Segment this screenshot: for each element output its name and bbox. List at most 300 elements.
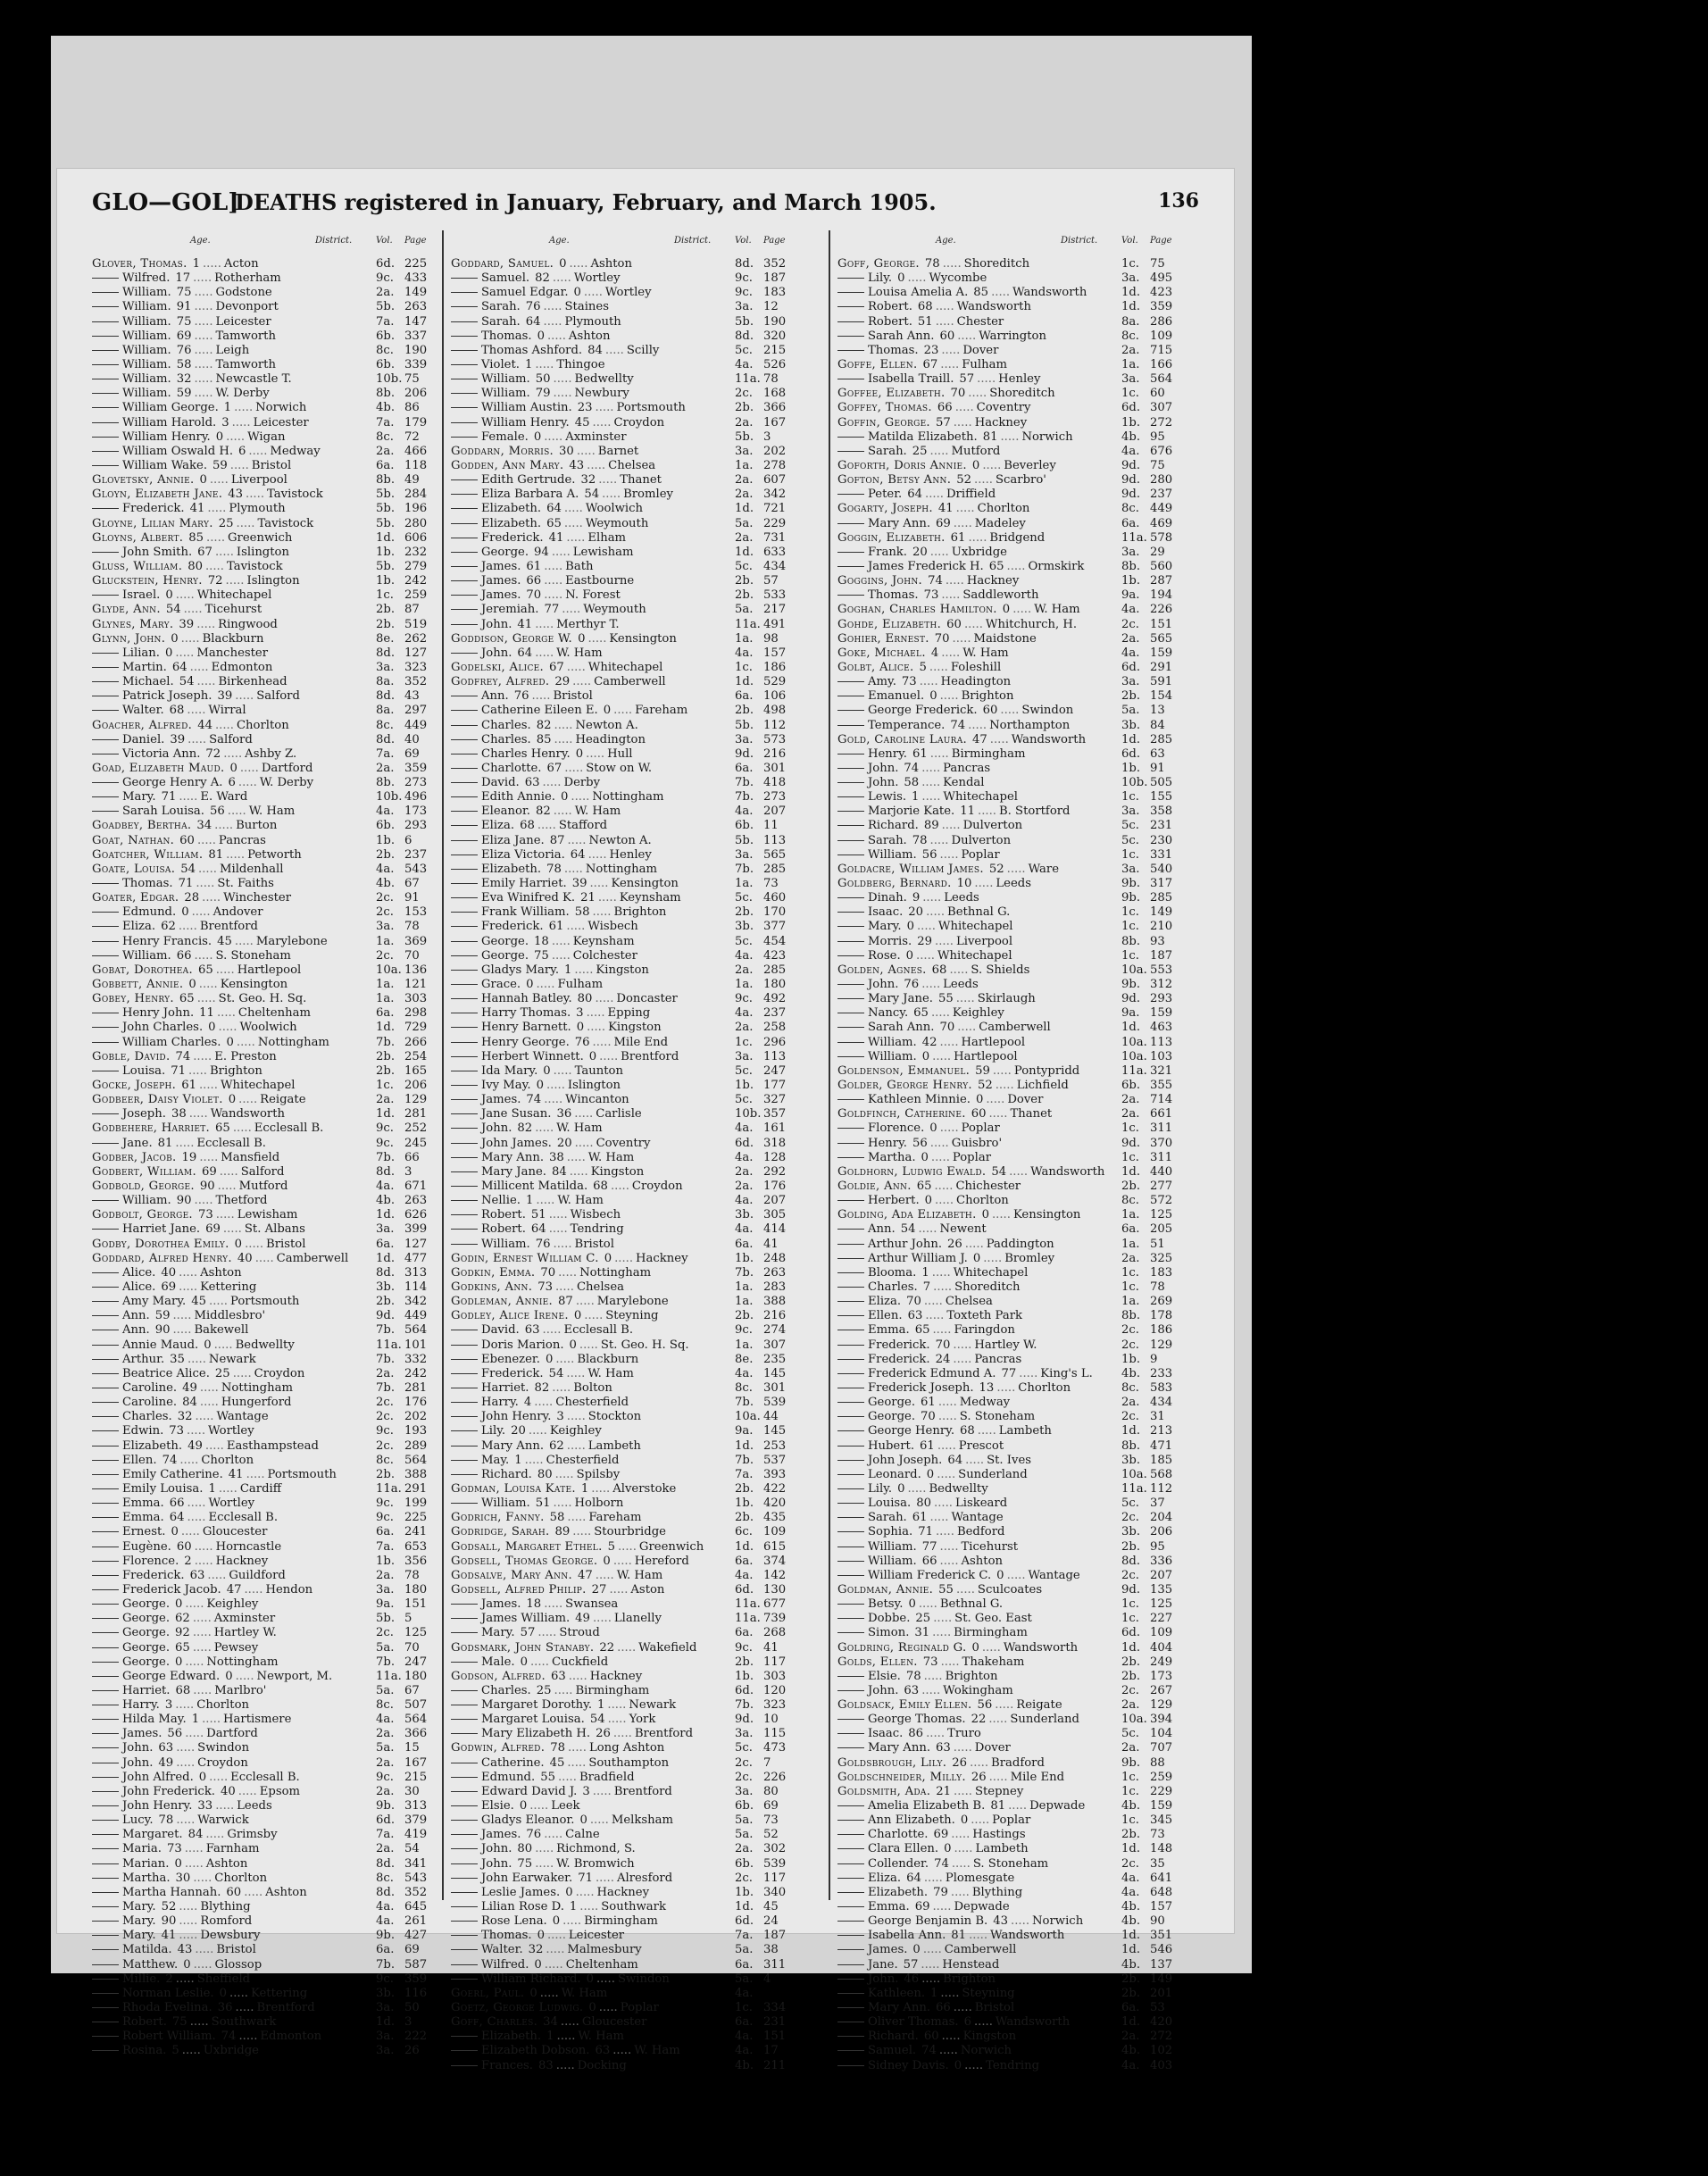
entry-district: Wokingham (943, 1683, 1013, 1697)
entry-district: N. Forest (565, 588, 621, 603)
register-entry (451, 1799, 795, 1813)
entry-age: 57 (935, 415, 951, 429)
entry-district: Kingston (962, 2030, 1017, 2044)
entry-district: King's L. (1040, 1366, 1093, 1380)
entry-age: 41 (228, 1467, 244, 1481)
entry-district: Wandsworth (210, 1107, 285, 1121)
entry-name: Elizabeth. 1 ..... W. Ham (451, 2030, 624, 2044)
entry-age: 80 (517, 1842, 533, 1856)
entry-volume: 8c. (735, 1380, 753, 1395)
entry-name: Goffe, Ellen. 67 ..... Fulham (837, 357, 1007, 371)
entry-age: 54 (548, 1366, 564, 1380)
entry-page: 262 (404, 631, 428, 646)
entry-volume: 1b. (1121, 415, 1141, 429)
entry-volume: 8d. (376, 732, 396, 746)
entry-volume: 7b. (376, 1150, 396, 1164)
vol-heading: Vol. (735, 236, 752, 246)
entry-age: 1 (191, 1713, 200, 1727)
entry-district: Ashby Z. (245, 746, 297, 761)
entry-district: Medway (959, 1396, 1011, 1410)
entry-name: George. 62 ..... Axminster (92, 1612, 275, 1626)
register-entry (837, 1137, 1181, 1151)
entry-page: 420 (763, 1497, 787, 1511)
entry-page: 253 (763, 1438, 787, 1453)
register-entry (92, 459, 436, 473)
entry-district: Staines (564, 300, 609, 314)
register-entry (837, 430, 1181, 445)
entry-volume: 2b. (376, 1063, 396, 1078)
entry-page: 170 (763, 905, 787, 920)
entry-page: 268 (763, 1626, 787, 1640)
entry-page: 543 (404, 1871, 428, 1885)
entry-age: 33 (197, 1799, 213, 1813)
entry-district: Tamworth (215, 357, 276, 371)
entry-age: 5 (919, 660, 927, 674)
entry-district: Aston (630, 1582, 665, 1597)
entry-district: Godstone (215, 286, 272, 300)
entry-page: 91 (1150, 761, 1165, 775)
entry-page: 176 (763, 1180, 787, 1193)
entry-district: Whitechapel (196, 588, 272, 603)
entry-age: 57 (903, 1957, 919, 1972)
entry-district: Manchester (196, 646, 269, 660)
register-entry (837, 1180, 1181, 1194)
entry-volume: 2a. (735, 473, 754, 488)
entry-district: Wortley (604, 286, 652, 300)
entry-age: 0 (199, 473, 207, 488)
entry-district: Driffield (946, 488, 996, 502)
register-entry (92, 1713, 436, 1727)
entry-district: Sunderland (1010, 1713, 1079, 1727)
entry-volume: 3a. (735, 847, 754, 862)
entry-volume: 7a. (376, 1539, 395, 1554)
register-entry (451, 1943, 795, 1957)
entry-age: 51 (530, 1208, 546, 1222)
entry-name: Robert. 64 ..... Tendring (451, 1222, 624, 1237)
page-header (92, 184, 1199, 220)
entry-page: 157 (1150, 1900, 1173, 1914)
entry-district: Plymouth (564, 314, 621, 329)
entry-district: Poplar (961, 847, 1000, 862)
entry-page: 591 (1150, 675, 1173, 689)
register-entry (92, 1107, 436, 1121)
register-entry (451, 430, 795, 445)
entry-page: 75 (1150, 257, 1165, 271)
entry-age: 65 (913, 1006, 929, 1021)
entry-age: 0 (588, 2001, 596, 2015)
entry-name: James. 18 ..... Swansea (451, 1597, 618, 1612)
entry-name: Edmund. 0 ..... Andover (92, 905, 263, 920)
entry-name: William. 59 ..... W. Derby (92, 387, 270, 401)
entry-page: 358 (1150, 805, 1173, 819)
register-entry (837, 445, 1181, 459)
register-entry (92, 1036, 436, 1050)
entry-district: Chesterfield (546, 1453, 620, 1467)
entry-page: 157 (763, 646, 787, 660)
entry-name: George Frederick. 60 ..... Swindon (837, 704, 1073, 718)
entry-name: Sarah Ann. 70 ..... Camberwell (837, 1021, 1051, 1035)
register-entry (451, 1121, 795, 1136)
entry-page: 237 (404, 847, 428, 862)
entry-age: 74 (950, 718, 966, 732)
entry-volume: 4b. (1121, 1957, 1141, 1972)
entry-age: 69 (933, 1828, 949, 1842)
entry-age: 78 (550, 1741, 565, 1755)
register-entry (837, 473, 1181, 488)
entry-volume: 7b. (376, 1323, 396, 1338)
entry-age: 70 (934, 631, 950, 646)
entry-age: 76 (535, 1237, 551, 1251)
entry-volume: 2a. (1121, 1741, 1140, 1755)
entry-district: Ashton (265, 1885, 307, 1899)
register-entry (837, 1972, 1181, 1987)
entry-district: Islington (236, 545, 289, 559)
entry-page: 235 (763, 1352, 787, 1366)
entry-district: Uxbridge (951, 545, 1007, 559)
entry-volume: 1d. (1121, 2015, 1141, 2030)
entry-age: 0 (971, 458, 980, 472)
entry-page: 303 (404, 992, 428, 1006)
vol-heading: Vol. (376, 236, 393, 246)
entry-age: 0 (921, 1049, 930, 1063)
register-entry (837, 271, 1181, 286)
entry-district: Mile End (1010, 1770, 1065, 1784)
entry-name: Elizabeth. 79 ..... Blything (837, 1886, 1022, 1900)
index-range: GLO—GOL] (92, 189, 239, 216)
entry-page: 318 (763, 1136, 787, 1150)
register-entry (451, 1785, 795, 1799)
entry-page: 366 (404, 1727, 428, 1741)
entry-page: 149 (404, 286, 428, 300)
entry-page: 73 (1150, 1828, 1165, 1842)
entry-name: George. 70 ..... S. Stoneham (837, 1410, 1035, 1424)
entry-volume: 1c. (1121, 920, 1139, 934)
entry-district: Wandsworth (1030, 1164, 1105, 1179)
entry-age: 64 (906, 1871, 921, 1885)
entry-district: Hackney (596, 1885, 650, 1899)
register-entry (92, 1121, 436, 1136)
entry-district: Kensington (1012, 1208, 1081, 1222)
entry-age: 56 (167, 1727, 183, 1741)
entry-name: May. 1 ..... Chesterfield (451, 1454, 619, 1468)
entry-district: Cardiff (239, 1481, 282, 1496)
register-entry (837, 1381, 1181, 1396)
entry-page: 129 (1150, 1338, 1173, 1352)
entry-page: 388 (763, 1295, 787, 1309)
entry-age: 81 (982, 429, 998, 444)
entry-volume: 4a. (376, 862, 395, 876)
entry-name: Henry. 56 ..... Guisbro' (837, 1137, 1002, 1151)
entry-district: Islington (567, 1079, 621, 1093)
entry-volume: 1b. (735, 1885, 754, 1899)
register-entry (92, 1222, 436, 1237)
register-entry (92, 1943, 436, 1957)
entry-name: William. 51 ..... Holborn (451, 1497, 623, 1511)
register-entry (837, 1914, 1181, 1929)
entry-name: Thomas. 0 ..... Leicester (451, 1929, 624, 1943)
entry-district: Hereford (634, 1554, 689, 1568)
entry-district: Kensington (611, 877, 679, 891)
register-entry (837, 1813, 1181, 1828)
entry-age: 45 (217, 934, 232, 948)
entry-age: 65 (916, 1180, 932, 1193)
register-entry (92, 372, 436, 387)
entry-name: Richard. 80 ..... Spilsby (451, 1468, 620, 1482)
entry-district: Cheltenham (565, 1957, 638, 1972)
entry-district: Wortley (208, 1497, 255, 1511)
entry-volume: 2b. (376, 847, 396, 862)
register-entry (837, 1093, 1181, 1107)
entry-age: 65 (914, 1323, 930, 1338)
entry-age: 24 (935, 1352, 951, 1366)
entry-volume: 6d. (735, 1683, 754, 1697)
entry-name: Godfrey, Alfred. 29 ..... Camberwell (451, 675, 666, 689)
entry-name: Richard. 60 ..... Kingston (837, 2030, 1016, 2044)
entry-district: Nottingham (221, 1380, 293, 1395)
entry-volume: 3a. (735, 1049, 754, 1063)
entry-name: George Thomas. 22 ..... Sunderland (837, 1713, 1079, 1727)
entry-age: 65 (546, 516, 562, 530)
entry-name: Rose. 0 ..... Whitechapel (837, 949, 1012, 963)
register-entry (837, 603, 1181, 617)
entry-district: Steyning (605, 1309, 659, 1323)
entry-volume: 2b. (376, 603, 396, 617)
entry-name: Ann. 59 ..... Middlesbro' (92, 1309, 265, 1323)
entry-age: 0 (559, 257, 567, 271)
entry-district: Bradfield (579, 1770, 635, 1784)
register-entry (92, 286, 436, 300)
entry-name: Thomas. 0 ..... Ashton (451, 329, 610, 344)
entry-age: 91 (176, 300, 192, 314)
entry-district: Skirlaugh (977, 992, 1036, 1006)
entry-page: 641 (1150, 1871, 1173, 1885)
entry-volume: 1c. (1121, 847, 1139, 862)
entry-volume: 2a. (735, 1164, 754, 1179)
entry-volume: 1a. (376, 934, 395, 948)
entry-district: Hackney (589, 1669, 643, 1683)
entry-district: Portsmouth (616, 401, 686, 415)
entry-age: 0 (604, 1251, 612, 1265)
register-entry (92, 1280, 436, 1295)
entry-page: 578 (1150, 530, 1173, 545)
entry-name: Charles. 7 ..... Shoreditch (837, 1280, 1021, 1295)
entry-page: 311 (1150, 1150, 1173, 1164)
entry-page: 715 (1150, 343, 1173, 357)
entry-name: Goldberg, Bernard. 10 ..... Leeds (837, 877, 1031, 891)
entry-volume: 1d. (376, 1107, 396, 1121)
register-entry (451, 905, 795, 920)
entry-district: Alverstoke (612, 1481, 677, 1496)
entry-name: Hubert. 61 ..... Prescot (837, 1439, 1004, 1454)
entry-volume: 1a. (1121, 1237, 1140, 1251)
entry-age: 69 (176, 329, 192, 343)
entry-volume: 2c. (376, 1626, 394, 1640)
entry-name: Leonard. 0 ..... Sunderland (837, 1468, 1028, 1482)
register-entry (451, 978, 795, 992)
entry-age: 58 (574, 905, 590, 920)
register-entry (92, 445, 436, 459)
entry-district: Lambeth (975, 1842, 1029, 1856)
entry-district: Depwade (1029, 1799, 1086, 1813)
register-entry (837, 675, 1181, 689)
entry-page: 53 (1150, 2001, 1165, 2015)
page-heading: Page (763, 236, 786, 246)
register-entry (837, 920, 1181, 934)
entry-volume: 6a. (735, 2015, 754, 2030)
entry-name: Goldfinch, Catherine. 60 ..... Thanet (837, 1107, 1053, 1121)
entry-name: Sarah. 25 ..... Mutford (837, 445, 1000, 459)
entry-name: Godman, Louisa Kate. 1 ..... Alverstoke (451, 1481, 677, 1496)
entry-page: 280 (1150, 473, 1173, 488)
entry-district: Rotherham (214, 271, 281, 286)
entry-page: 273 (404, 776, 428, 790)
entry-page: 206 (404, 387, 428, 401)
entry-page: 420 (1150, 2015, 1173, 2030)
register-entry (451, 1929, 795, 1943)
entry-district: York (629, 1713, 656, 1727)
entry-volume: 7a. (376, 1828, 395, 1842)
register-entry (92, 1842, 436, 1856)
entry-name: Goble, David. 74 ..... E. Preston (92, 1049, 277, 1063)
entry-age: 81 (208, 847, 224, 862)
entry-page: 50 (404, 2001, 420, 2015)
entry-age: 0 (534, 1957, 542, 1972)
entry-name: Violet. 1 ..... Thingoe (451, 358, 605, 372)
entry-age: 49 (182, 1380, 197, 1395)
entry-name: James. 66 ..... Eastbourne (451, 574, 634, 588)
register-entry (451, 1309, 795, 1323)
entry-district: Chorlton (236, 718, 289, 732)
entry-volume: 7b. (735, 862, 754, 876)
entry-name: James. 70 ..... N. Forest (451, 588, 621, 603)
register-entry (92, 920, 436, 934)
entry-name: Goddison, George W. 0 ..... Kensington (451, 631, 677, 646)
entry-age: 64 (546, 502, 562, 516)
entry-volume: 2c. (376, 948, 394, 963)
entry-page: 285 (763, 862, 787, 876)
entry-name: Charlotte. 69 ..... Hastings (837, 1828, 1026, 1842)
entry-volume: 2b. (1121, 1669, 1141, 1683)
entry-page: 128 (763, 1150, 787, 1164)
entry-district: Camberwell (276, 1251, 349, 1265)
entry-name: George Henry. 68 ..... Lambeth (837, 1424, 1052, 1438)
register-entry (837, 1107, 1181, 1121)
entry-age: 17 (175, 271, 191, 286)
entry-page: 505 (1150, 776, 1173, 790)
entry-district: Scarbro' (995, 473, 1046, 488)
entry-name: Ann. 76 ..... Bristol (451, 689, 593, 704)
entry-district: Leeds (237, 1799, 272, 1813)
entry-page: 342 (404, 1295, 428, 1309)
register-entry (837, 1684, 1181, 1698)
entry-district: Bolton (573, 1380, 612, 1395)
register-page (56, 168, 1235, 2072)
entry-volume: 3a. (1121, 805, 1140, 819)
entry-district: Plomesgate (945, 1871, 1015, 1885)
entry-district: Ecclesall B. (230, 1770, 300, 1784)
entry-age: 54 (584, 488, 600, 502)
register-entry (837, 1280, 1181, 1295)
entry-page: 237 (763, 1006, 787, 1021)
entry-volume: 2a. (1121, 1251, 1140, 1265)
entry-volume: 4a. (376, 1180, 395, 1193)
entry-district: Chorlton (196, 1698, 250, 1713)
register-entry (451, 1540, 795, 1555)
entry-district: Hackney (215, 1554, 269, 1568)
entry-page: 466 (404, 444, 428, 458)
entry-name: Walter. 68 ..... Wirral (92, 704, 246, 718)
register-entry (837, 358, 1181, 372)
entry-age: 75 (176, 314, 192, 329)
entry-district: Colchester (572, 948, 637, 963)
entry-page: 241 (404, 1525, 428, 1539)
entry-district: Grimsby (227, 1828, 278, 1842)
entry-district: Mile End (613, 1035, 669, 1049)
register-entry (451, 733, 795, 747)
entry-age: 85 (188, 530, 204, 545)
register-entry (837, 502, 1181, 516)
register-entry (837, 1555, 1181, 1569)
entry-district: Doncaster (616, 992, 678, 1006)
entry-name: John. 74 ..... Pancras (837, 762, 990, 776)
register-entry (92, 1482, 436, 1497)
entry-age: 0 (171, 1525, 179, 1539)
entry-district: Croydon (613, 415, 665, 429)
entry-name: William. 56 ..... Poplar (837, 848, 1000, 863)
entry-page: 495 (1150, 271, 1173, 286)
entry-age: 18 (534, 934, 549, 948)
entry-page: 109 (763, 1525, 787, 1539)
entry-age: 41 (548, 530, 564, 545)
entry-page: 66 (404, 1150, 420, 1164)
entry-page: 320 (763, 329, 787, 343)
register-entry (92, 588, 436, 603)
register-entry (92, 1583, 436, 1597)
entry-district: Kingston (608, 1021, 662, 1035)
entry-name: Glover, Thomas. 1 ..... Acton (92, 257, 259, 271)
entry-volume: 1d. (735, 1900, 754, 1914)
entry-name: Godbehere, Harriet. 65 ..... Ecclesall B. (92, 1121, 324, 1136)
entry-name: Goke, Michael. 4 ..... W. Ham (837, 646, 1009, 660)
entry-volume: 1c. (1121, 1597, 1139, 1612)
entry-page: 179 (404, 415, 428, 429)
entry-volume: 1d. (376, 2015, 396, 2030)
entry-page: 560 (1150, 559, 1173, 573)
entry-district: Leek (551, 1799, 580, 1813)
entry-age: 41 (937, 502, 954, 516)
entry-district: Mildenhall (219, 862, 284, 876)
entry-volume: 6d. (735, 1914, 754, 1929)
entry-page: 5 (404, 1612, 412, 1626)
entry-page: 352 (404, 1885, 428, 1899)
register-entry (451, 1813, 795, 1828)
register-entry (92, 978, 436, 992)
register-entry (92, 819, 436, 833)
entry-age: 81 (951, 1929, 967, 1943)
entry-age: 1 (569, 1900, 578, 1914)
entry-district: Nottingham (579, 1265, 652, 1280)
register-entry (92, 719, 436, 733)
entry-page: 88 (1150, 1755, 1165, 1770)
entry-name: William Frederick C. 0 ..... Wantage (837, 1569, 1080, 1583)
entry-district: Blything (200, 1900, 251, 1914)
entry-name: Blooma. 1 ..... Whitechapel (837, 1266, 1028, 1280)
entry-district: Ashton (568, 329, 611, 343)
entry-volume: 2b. (735, 588, 754, 603)
entry-name: Lilian. 0 ..... Manchester (92, 646, 268, 661)
register-entry (837, 834, 1181, 848)
entry-name: Eva Winifred K. 21 ..... Keynsham (451, 891, 681, 905)
